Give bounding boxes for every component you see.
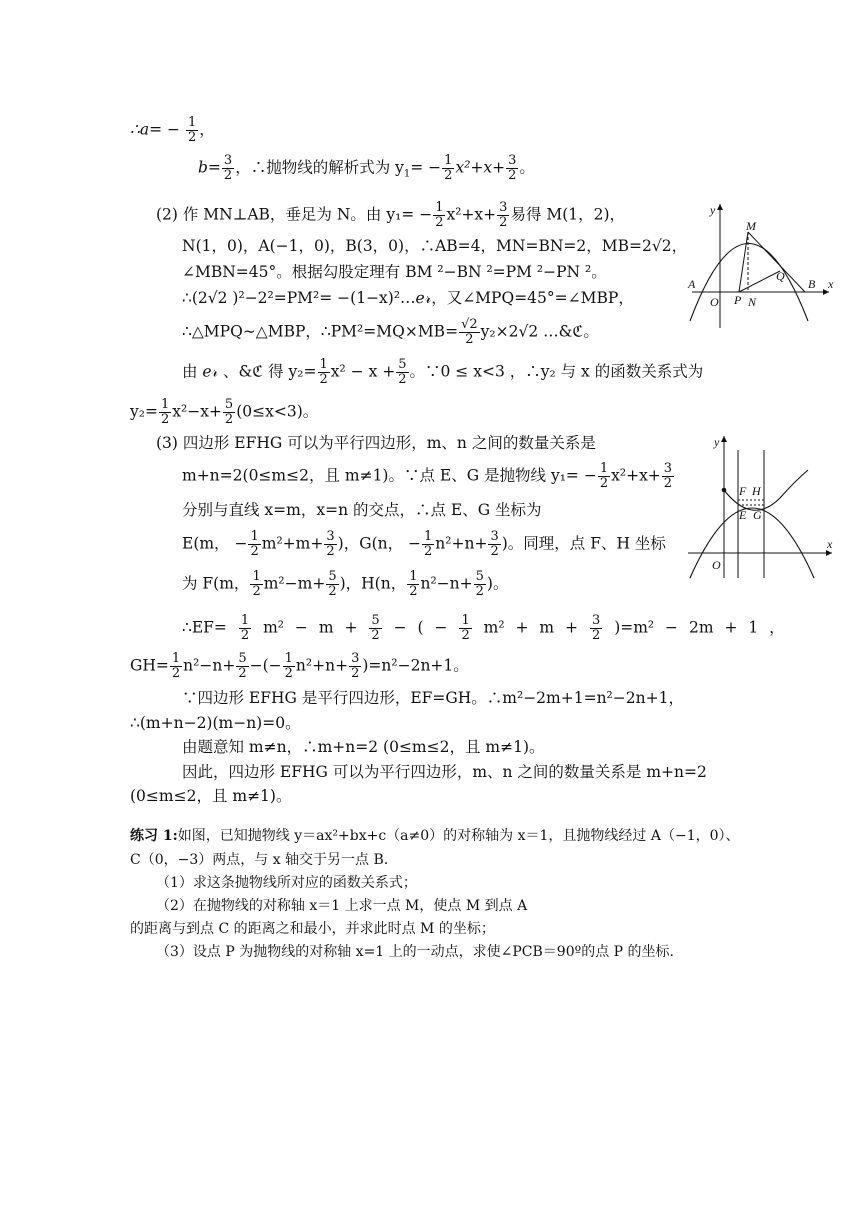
part3-line-10: 由题意知 m≠n，∴m+n=2 (0≤m≤2，且 m≠1)。: [182, 738, 545, 756]
fig2-label-y: y: [714, 435, 720, 449]
part2-line-5: ∴△MPQ∼△MBP，∴PM²=MQ×MB= $\frac{√2}{2}$ y₂×2√2 …&ℭ。: [182, 317, 599, 347]
exercise-title: 练习 1:: [130, 828, 178, 844]
fig1-label-N: N: [748, 295, 757, 309]
fig2-label-H: H: [752, 484, 761, 498]
part2-line-6: 由 ℯ𝓇 、&ℭ 得 y₂= $\frac{1}{2}$ x² − x + $\frac{5}{2}$ 。∵0 ≤ x<3 ，∴y₂ 与 x 的函数关系式为: [182, 357, 704, 387]
fig2-label-x: x: [827, 537, 833, 551]
fig2-label-O: O: [712, 558, 721, 572]
part3-line-9: ∴(m+n−2)(m−n)=0。: [130, 714, 301, 732]
exercise-question-3: （3）设点 P 为抛物线的对称轴 x=1 上的一动点，求使∠PCB＝90º的点 P 的坐标.: [156, 944, 674, 960]
part3-line-5: 为 F(m， $\frac{1}{2}$ m²−m+ $\frac{5}{2}$ )，H(n， $\frac{1}{2}$ n²−n+ $\frac{5}{2}$ )。: [182, 569, 509, 599]
part3-line-11: 因此，四边形 EFHG 可以为平行四边形，m、n 之间的数量关系是 m+n=2: [182, 763, 707, 781]
solution-line-b: b= $\frac{3}{2}$ ，∴抛物线的解析式为 $y_1=$ − $\frac{1}{2}$ x²+x+ $\frac{3}{2}$ 。: [198, 153, 535, 183]
exercise-question-2: （2）在抛物线的对称轴 x＝1 上求一点 M，使点 M 到点 A: [156, 898, 528, 914]
part2-line-1: (2) 作 MN⊥AB，垂足为 N。由 y₁= − $\frac{1}{2}$ x²+x+ $\frac{3}{2}$ 易得 M(1，2)，: [156, 200, 626, 230]
part2-line-2: N(1，0)，A(−1，0)，B(3，0)，∴AB=4，MN=BN=2，MB=2√2，: [182, 237, 688, 255]
fig1-label-O: O: [710, 295, 719, 309]
fig2-label-E: E: [739, 508, 747, 522]
exercise-question-1: （1）求这条抛物线所对应的函数关系式；: [156, 875, 417, 891]
part3-line-3: 分别与直线 x=m，x=n 的交点，∴点 E、G 坐标为: [182, 501, 542, 519]
part2-line-7: y₂= $\frac{1}{2}$ x²−x+ $\frac{5}{2}$ (0≤x<3)。: [130, 397, 319, 427]
part3-line-2: m+n=2(0≤m≤2，且 m≠1)。∵点 E、G 是抛物线 y₁= − $\frac{1}{2}$ x²+x+ $\frac{3}{2}$: [182, 461, 673, 491]
fig1-label-y: y: [710, 203, 716, 217]
exercise-question-2-cont: 的距离与到点 C 的距离之和最小，并求此时点 M 的坐标；: [130, 921, 495, 937]
fig2-label-G: G: [753, 508, 762, 522]
exercise-line-2: C（0，−3）两点，与 x 轴交于另一点 B.: [130, 852, 389, 868]
exercise-line-1: 练习 1:如图，已知抛物线 y＝ax²+bx+c（a≠0）的对称轴为 x＝1，且抛物线经过 A（−1，0）、: [130, 828, 740, 844]
fig1-label-M: M: [746, 219, 756, 233]
part2-line-4: ∴(2√2 )²−2²=PM²= −(1−x)²…ℯ𝓇，又∠MPQ=45°=∠MBP，: [182, 289, 634, 307]
figure-1-parabola: [684, 196, 834, 332]
fraction: $\frac{1}{2}$: [187, 115, 197, 145]
part3-line-12: (0≤m≤2，且 m≠1)。: [130, 787, 292, 805]
fig1-label-B: B: [808, 277, 816, 291]
part2-line-3: ∠MBN=45°。根据勾股定理有 BM ²−BN ²=PM ²−PN ²。: [182, 263, 607, 281]
solution-line-a: ∴a= − $\frac{1}{2}$ ，: [130, 115, 215, 145]
part3-line-8: ∵四边形 EFHG 是平行四边形，EF=GH。∴m²−2m+1=n²−2n+1，: [182, 689, 684, 707]
part3-line-6: ∴EF= $\frac{1}{2}$ m² − m + $\frac{5}{2}$ − ( − $\frac{1}{2}$ m² + m + $\frac{3}{2}$ )=m² − 2m + 1 ，: [182, 613, 785, 643]
fig1-label-A: A: [688, 277, 696, 291]
part3-line-7: GH= $\frac{1}{2}$ n²−n+ $\frac{5}{2}$ −(− $\frac{1}{2}$ n²+n+ $\frac{3}{2}$ )=n²−2n+1。: [130, 651, 469, 681]
figure-2-parabolas: [686, 430, 836, 580]
part3-line-4: E(m， − $\frac{1}{2}$ m²+m+ $\frac{3}{2}$ )，G(n， − $\frac{1}{2}$ n²+n+ $\frac{3}{2}$ )。同理，点 F、H 坐标: [182, 529, 666, 559]
fig2-label-F: F: [739, 484, 747, 498]
fig1-label-x: x: [828, 277, 834, 291]
fig1-label-Q: Q: [776, 269, 785, 283]
part3-line-1: (3) 四边形 EFHG 可以为平行四边形，m、n 之间的数量关系是: [156, 434, 596, 452]
fig1-label-P: P: [734, 293, 742, 307]
